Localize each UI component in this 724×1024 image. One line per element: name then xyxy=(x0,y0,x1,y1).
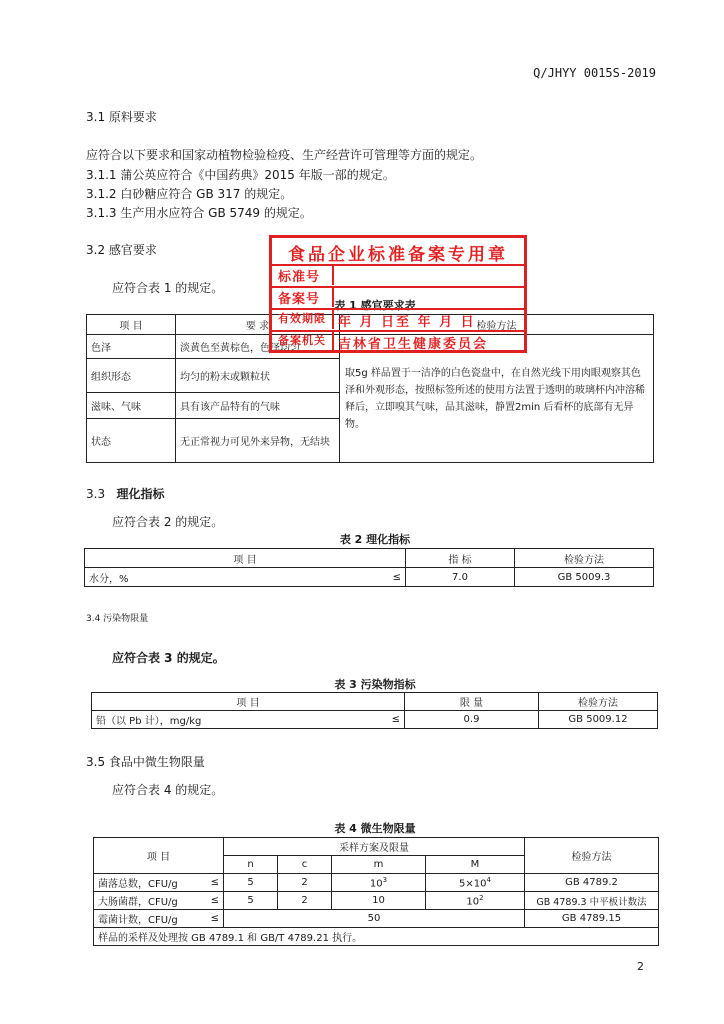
method-cell: 取5g 样品置于一洁净的白色瓷盘中，在自然光线下用肉眼观察其色泽和外观形态，按照标签所述的使用方法置于透明的玻璃杯内冲溶稀释后，立即嗅其气味，品其滋味，静置2min 后看杯的底部有无异物。 xyxy=(340,335,654,463)
clause-3-1-1: 3.1.1 蒲公英应符合《中国药典》2015 年版一部的规定。 xyxy=(86,168,395,182)
table-cell: 具有该产品特有的气味 xyxy=(176,393,340,419)
table-header-row xyxy=(94,838,659,856)
table-row xyxy=(85,568,654,587)
value-base: 10 xyxy=(466,896,480,908)
clause-3-1-2: 3.1.2 白砂糖应符合 GB 317 的规定。 xyxy=(86,187,293,201)
table-cell: 色泽 xyxy=(87,335,176,359)
value-exponent: 3 xyxy=(382,875,388,884)
table-4-microbial xyxy=(93,837,659,946)
table-1-caption: 表 1 感官要求表 xyxy=(334,299,416,312)
header-cell: 检验方法 xyxy=(515,549,654,568)
section-3-5-intro: 应符合表 4 的规定。 xyxy=(112,783,224,797)
section-3-4-intro: 应符合表 3 的规定。 xyxy=(112,651,225,665)
value-base: 5×10 xyxy=(459,878,487,890)
table-row xyxy=(94,892,659,910)
table-cell: ≤ xyxy=(195,874,224,892)
table-cell: 淡黄色至黄棕色，色泽均匀 xyxy=(176,335,340,359)
table-cell: 状态 xyxy=(87,419,176,463)
table-row xyxy=(94,874,659,892)
table-cell: ≤ xyxy=(376,711,405,729)
table-cell: 10 xyxy=(332,892,426,910)
table-note: 样品的采样及处理按 GB 4789.1 和 GB/T 4789.21 执行。 xyxy=(94,928,659,946)
header-cell: m xyxy=(332,856,426,874)
header-cell: 项 目 xyxy=(87,315,176,335)
table-cell: 霉菌计数，CFU/g xyxy=(94,910,196,928)
stamp-row xyxy=(272,308,524,329)
value-exponent: 2 xyxy=(479,893,484,902)
table-cell: GB 4789.15 xyxy=(525,910,659,928)
header-cell: 限 量 xyxy=(405,693,539,711)
table-cell: 50 xyxy=(224,910,525,928)
stamp-value: 吉林省卫生健康委员会 xyxy=(338,337,489,352)
header-cell: n xyxy=(224,856,278,874)
section-3-3-heading xyxy=(86,485,165,502)
table-cell: 2 xyxy=(278,892,332,910)
table-cell: 5 xyxy=(224,892,278,910)
table-3-contaminants xyxy=(91,692,658,729)
table-cell: 菌落总数，CFU/g xyxy=(94,874,196,892)
stamp-label: 备案机关 xyxy=(278,332,334,351)
stamp-title: 食品企业标准备案专用章 xyxy=(288,245,508,265)
table-cell: 无正常视力可见外来异物，无结块 xyxy=(176,419,340,463)
table-cell: 均匀的粉末或颗粒状 xyxy=(176,359,340,393)
table-cell: GB 5009.12 xyxy=(539,711,658,729)
value-exponent: 4 xyxy=(486,875,491,884)
table-row xyxy=(92,711,658,729)
section-3-1-heading: 3.1 原料要求 xyxy=(86,110,157,124)
table-cell: GB 4789.3 中平板计数法 xyxy=(525,892,659,910)
table-cell: 组织形态 xyxy=(87,359,176,393)
table-cell: 5 xyxy=(224,874,278,892)
header-cell: 检验方法 xyxy=(539,693,658,711)
document-number: Q/JHYY 0015S-2019 xyxy=(533,66,656,80)
section-number: 3.3 xyxy=(86,487,106,501)
header-cell: 项 目 xyxy=(94,838,224,874)
table-header-row xyxy=(92,693,658,711)
table-3-caption: 表 3 污染物指标 xyxy=(334,678,416,691)
table-cell xyxy=(332,874,426,892)
header-cell: 要 求 xyxy=(176,315,340,335)
table-cell: ≤ xyxy=(195,892,224,910)
header-cell: 项 目 xyxy=(85,549,406,568)
table-cell xyxy=(426,874,525,892)
header-cell: 采样方案及限量 xyxy=(224,838,525,856)
stamp-label: 有效期限 xyxy=(278,310,334,329)
stamp-value: 年 月 日至 年 月 日 xyxy=(338,315,476,330)
stamp-row xyxy=(272,264,524,285)
value-base: 10 xyxy=(369,878,383,890)
table-4-caption: 表 4 微生物限量 xyxy=(334,822,416,835)
section-3-4-heading: 3.4 污染物限量 xyxy=(86,614,149,624)
table-2-caption: 表 2 理化指标 xyxy=(339,533,411,546)
table-2-physicochemical xyxy=(84,548,654,587)
section-3-2-intro: 应符合表 1 的规定。 xyxy=(112,281,224,295)
stamp-label: 备案号 xyxy=(278,288,334,307)
header-cell: M xyxy=(426,856,525,874)
header-cell: c xyxy=(278,856,332,874)
header-cell: 检验方法 xyxy=(525,838,659,874)
table-cell xyxy=(426,892,525,910)
table-cell: GB 4789.2 xyxy=(525,874,659,892)
filing-stamp xyxy=(269,235,527,353)
section-3-1-intro: 应符合以下要求和国家动植物检验检疫、生产经营许可管理等方面的规定。 xyxy=(86,148,483,162)
table-note-row xyxy=(94,928,659,946)
table-cell: GB 5009.3 xyxy=(515,568,654,587)
section-3-3-intro: 应符合表 2 的规定。 xyxy=(112,515,224,529)
table-cell: 铅（以 Pb 计），mg/kg xyxy=(92,711,377,729)
stamp-row xyxy=(272,286,524,307)
page-number: 2 xyxy=(637,960,644,973)
section-3-2-heading: 3.2 感官要求 xyxy=(86,243,157,257)
table-cell: 水分，% xyxy=(85,568,378,587)
table-cell: ≤ xyxy=(195,910,224,928)
stamp-row xyxy=(272,330,524,351)
header-cell: 指 标 xyxy=(406,549,515,568)
table-cell: 7.0 xyxy=(406,568,515,587)
stamp-label: 标准号 xyxy=(278,266,334,285)
table-cell: ≤ xyxy=(377,568,406,587)
table-cell: 0.9 xyxy=(405,711,539,729)
section-title: 理化指标 xyxy=(116,487,165,501)
header-cell: 项 目 xyxy=(92,693,405,711)
section-3-5-heading: 3.5 食品中微生物限量 xyxy=(86,755,205,769)
table-cell: 滋味、气味 xyxy=(87,393,176,419)
table-row xyxy=(94,910,659,928)
clause-3-1-3: 3.1.3 生产用水应符合 GB 5749 的规定。 xyxy=(86,206,312,220)
table-cell: 大肠菌群，CFU/g xyxy=(94,892,196,910)
table-cell: 2 xyxy=(278,874,332,892)
header-cell: 检验方法 xyxy=(340,315,654,335)
table-header-row xyxy=(85,549,654,568)
